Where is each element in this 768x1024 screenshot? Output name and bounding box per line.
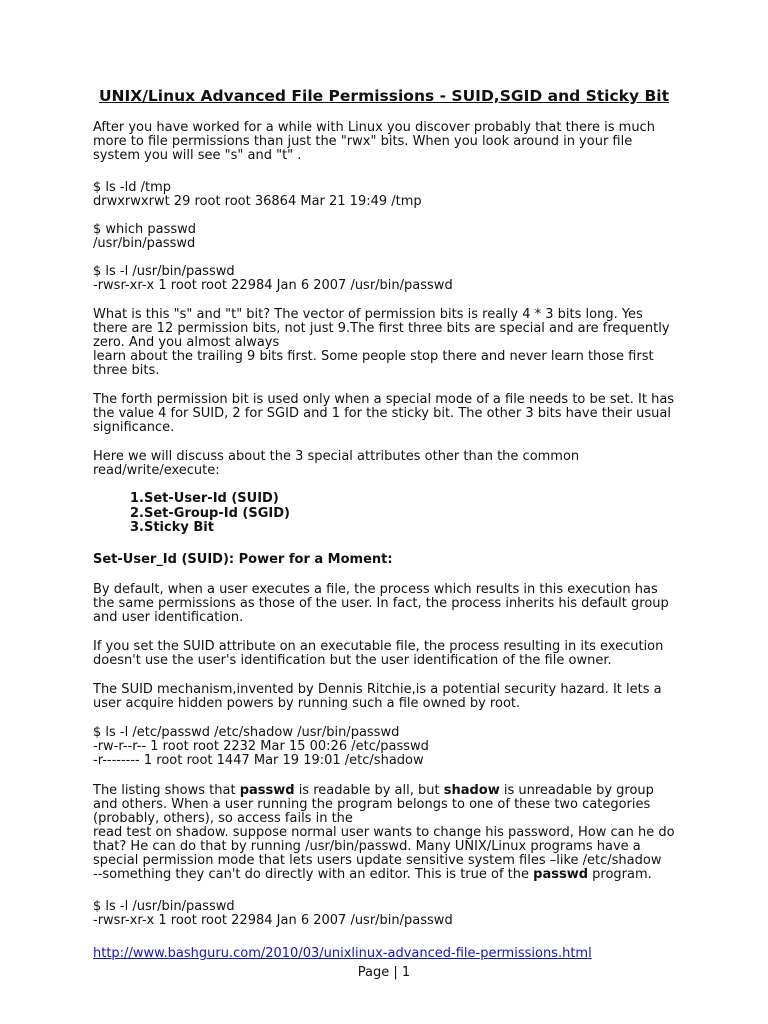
paragraph-permission-bits: What is this "s" and "t" bit? The vector of permission bits is really 4 * 3 bits long. Yes there are 12 permission bits, not just 9.The first three bits are special and are frequently zero. And you almost always learn about the trailing 9 bits first. Some people stop there and never learn those first three bits. (93, 307, 670, 378)
bold-term-passwd: passwd (533, 867, 589, 882)
text-run: The listing shows that (93, 783, 240, 798)
paragraph-listing-explanation (93, 784, 693, 882)
command-which-passwd: $ which passwd /usr/bin/passwd (93, 222, 197, 251)
special-attributes-list (130, 492, 290, 536)
text-run: is readable by all, but (294, 783, 444, 798)
source-url-link[interactable]: http://www.bashguru.com/2010/03/unixlinux-advanced-file-permissions.html (93, 946, 592, 961)
intro-paragraph: After you have worked for a while with Linux you discover probably that there is much more to file permissions than just the "rwx" bits. When you look around in your file system you will see "s" and "t" . (93, 120, 655, 163)
command-ls-shadow: $ ls -l /etc/passwd /etc/shadow /usr/bin/passwd -rw-r--r-- 1 root root 2232 Mar 15 00:26 /etc/passwd -r-------- 1 root root 1447 Mar 19 19:01 /etc/shadow (93, 725, 429, 768)
command-ls-passwd-repeat: $ ls -l /usr/bin/passwd -rwsr-xr-x 1 root root 22984 Jan 6 2007 /usr/bin/passwd (93, 899, 453, 928)
page-number-footer: Page | 1 (357, 965, 411, 980)
text-run: program. (588, 867, 652, 882)
paragraph-default-permissions: By default, when a user executes a file, the process which results in this execution has the same permissions as those of the user. In fact, the process inherits his default group and user identification. (93, 582, 669, 625)
command-ls-passwd: $ ls -l /usr/bin/passwd -rwsr-xr-x 1 root root 22984 Jan 6 2007 /usr/bin/passwd (93, 264, 453, 293)
section-heading-suid: Set-User_Id (SUID): Power for a Moment: (93, 552, 393, 567)
text-run: is unreadable by group and others. When a user running the program belongs to one of these two categories (probably, others), so access fails in the read test on shadow. suppose normal user wants to change his password, How can he do that? He can do that by running /usr/bin/passwd. Many UNIX/Linux programs have a special permission mode that lets users update sensitive system files –like /etc/shadow --something they can't do directly with an editor. This is true of the (93, 783, 675, 882)
list-item: 3.Sticky Bit (130, 520, 214, 535)
paragraph-suid-attribute: If you set the SUID attribute on an executable file, the process resulting in its execution doesn't use the user's identification but the user identification of the file owner. (93, 639, 664, 668)
paragraph-suid-hazard: The SUID mechanism,invented by Dennis Ritchie,is a potential security hazard. It lets a user acquire hidden powers by running such a file owned by root. (93, 682, 662, 711)
list-item: 2.Set-Group-Id (SGID) (130, 505, 290, 521)
page-title: UNIX/Linux Advanced File Permissions - SUID,SGID and Sticky Bit (98, 87, 670, 105)
command-ls-tmp: $ ls -ld /tmp drwxrwxrwt 29 root root 36864 Mar 21 19:49 /tmp (93, 180, 422, 209)
bold-term-passwd: passwd (239, 783, 295, 798)
paragraph-fourth-bit: The forth permission bit is used only when a special mode of a file needs to be set. It has the value 4 for SUID, 2 for SGID and 1 for the sticky bit. The other 3 bits have their usual significance. (93, 392, 675, 435)
bold-term-shadow: shadow (443, 783, 500, 798)
list-item: 1.Set-User-Id (SUID) (130, 491, 279, 506)
paragraph-special-attributes: Here we will discuss about the 3 special attributes other than the common read/write/execute: (93, 449, 580, 478)
